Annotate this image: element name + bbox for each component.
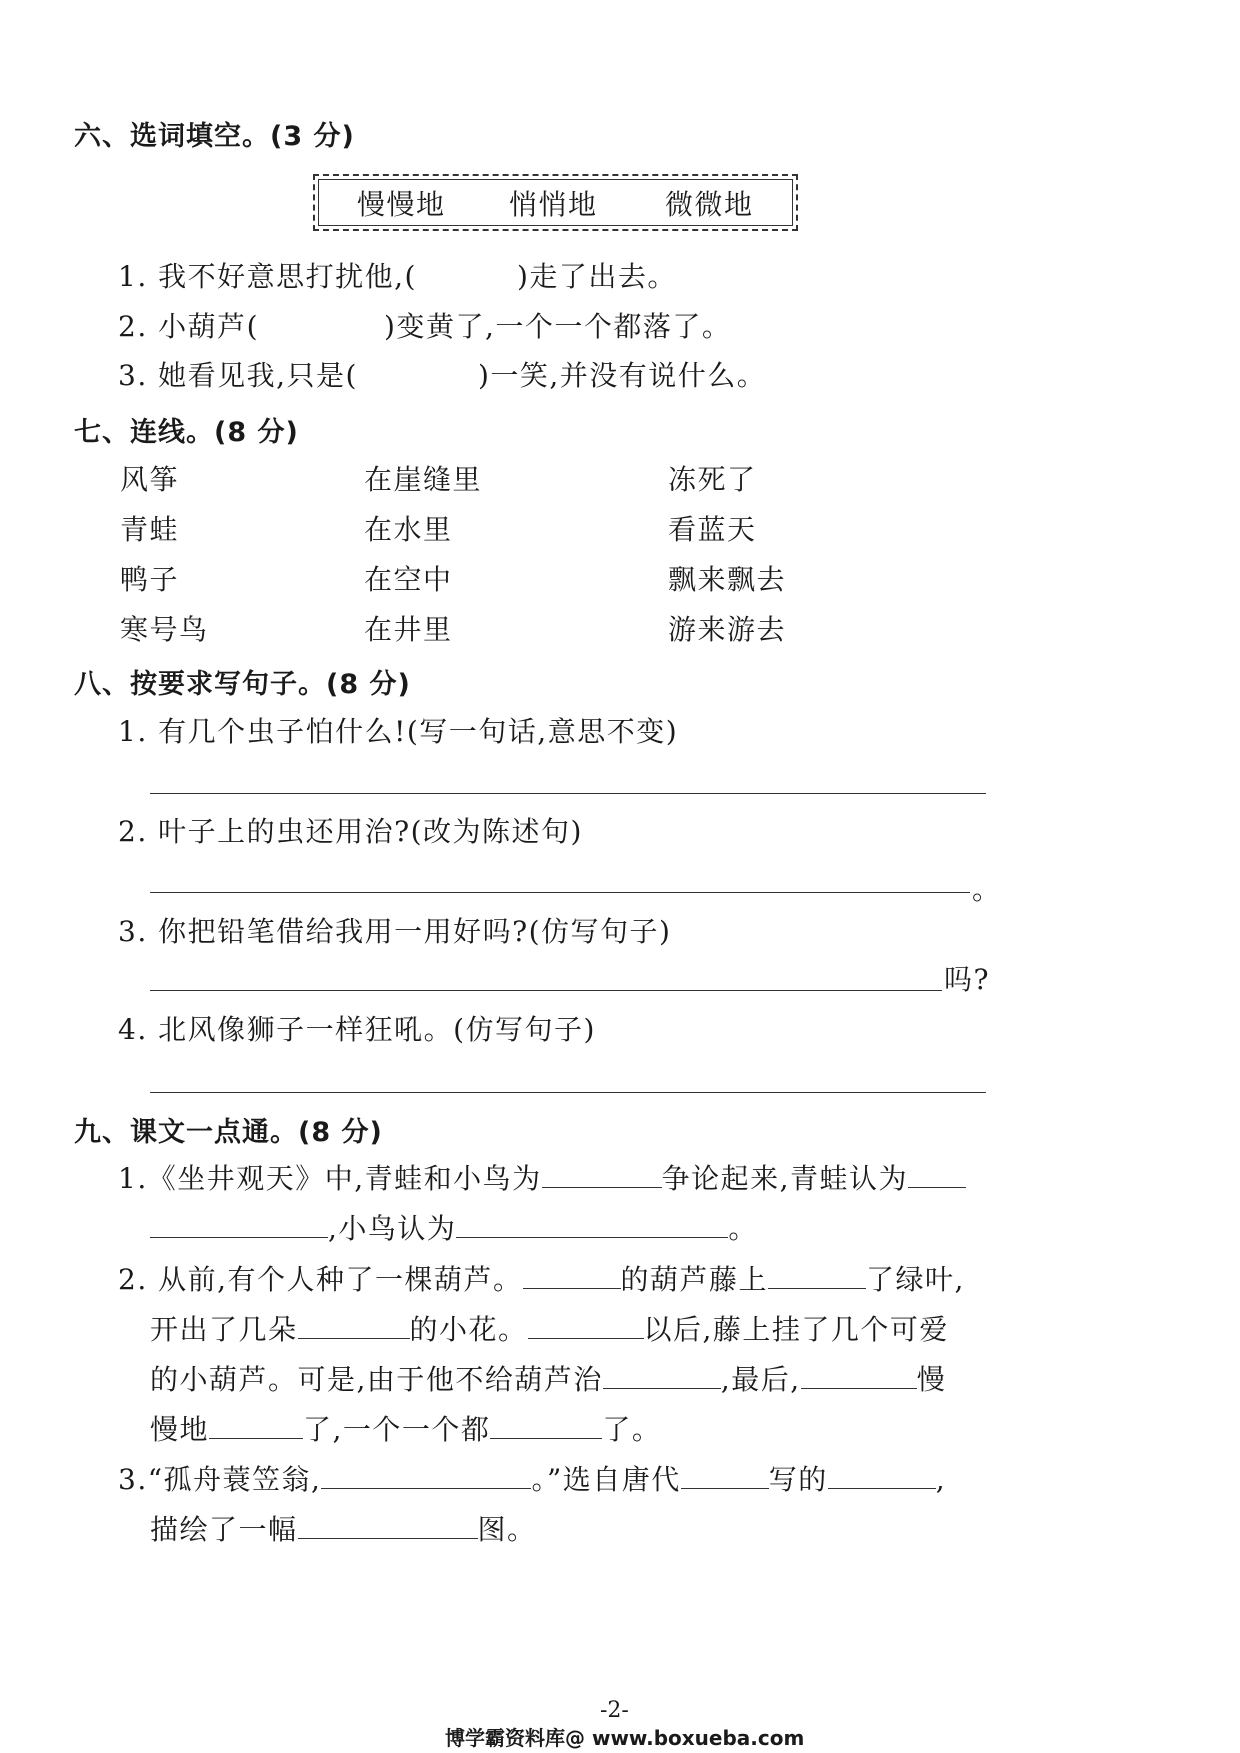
q3-text-f: 图。 — [477, 1513, 537, 1546]
q2-text-f: 以后,藤上挂了几个可爱 — [643, 1313, 949, 1346]
q1-text-c: ,小鸟认为 — [328, 1212, 457, 1245]
q2-text-h: ,最后, — [720, 1363, 801, 1396]
q2-blank-8[interactable] — [490, 1437, 602, 1439]
sentence-task-1: 1. 有几个虫子怕什么!(写一句话,意思不变) — [118, 715, 679, 748]
q2-blank-1[interactable] — [523, 1287, 621, 1289]
match-mid-2[interactable]: 在水里 — [364, 513, 453, 546]
word-option-3: 微微地 — [665, 188, 754, 221]
q1-line-2 — [150, 1207, 758, 1247]
q1-text-a: 1.《坐井观天》中,青蛙和小鸟为 — [118, 1162, 542, 1195]
fill-item-3-before: 3. 她看见我,只是( — [118, 359, 358, 392]
match-right-1[interactable]: 冻死了 — [668, 463, 757, 496]
q3-text-a: 3.“孤舟蓑笠翁, — [118, 1463, 322, 1496]
q2-text-e: 的小花。 — [409, 1313, 528, 1346]
q2-text-d: 开出了几朵 — [150, 1313, 298, 1346]
q3-text-c: 写的 — [768, 1463, 828, 1496]
answer-line-1[interactable] — [150, 793, 986, 794]
word-option-1: 慢慢地 — [357, 188, 446, 221]
q2-text-k: 了,一个一个都 — [303, 1413, 491, 1446]
q1-blank-3[interactable] — [456, 1236, 728, 1238]
q2-text-l: 了。 — [602, 1413, 662, 1446]
fill-item-1 — [118, 255, 677, 295]
match-right-3[interactable]: 飘来飘去 — [668, 563, 787, 596]
q1-blank-2-cont[interactable] — [150, 1236, 328, 1238]
answer-line-2-end: 。 — [972, 873, 1002, 906]
section7-title: 七、连线。(8 分) — [74, 417, 299, 448]
answer-line-4[interactable] — [150, 1092, 986, 1093]
q1-blank-1[interactable] — [542, 1186, 662, 1188]
q1-line-1 — [118, 1157, 966, 1197]
q2-line-1 — [118, 1258, 965, 1298]
q3-text-b: 。”选自唐代 — [531, 1463, 681, 1496]
q3-blank-4[interactable] — [298, 1537, 478, 1539]
q3-blank-1[interactable] — [321, 1487, 531, 1489]
q1-blank-2[interactable] — [908, 1186, 966, 1188]
fill-item-1-before: 1. 我不好意思打扰他,( — [118, 260, 417, 293]
q2-blank-3[interactable] — [298, 1337, 410, 1339]
q2-blank-5[interactable] — [603, 1387, 721, 1389]
match-left-2[interactable]: 青蛙 — [120, 513, 180, 546]
fill-item-3-after: )一笑,并没有说什么。 — [477, 359, 767, 392]
q2-text-c: 了绿叶, — [866, 1263, 965, 1296]
q1-text-b: 争论起来,青蛙认为 — [661, 1162, 909, 1195]
word-option-2: 悄悄地 — [509, 188, 598, 221]
sentence-task-3: 3. 你把铅笔借给我用一用好吗?(仿写句子) — [118, 915, 672, 948]
page-number: -2- — [600, 1698, 629, 1723]
q2-text-b: 的葫芦藤上 — [620, 1263, 769, 1296]
q3-text-e: 描绘了一幅 — [150, 1513, 298, 1546]
fill-item-3 — [118, 354, 766, 394]
section8-title: 八、按要求写句子。(8 分) — [74, 669, 411, 700]
match-left-1[interactable]: 风筝 — [120, 463, 180, 496]
answer-line-2[interactable] — [150, 892, 970, 893]
match-mid-3[interactable]: 在空中 — [364, 563, 453, 596]
q2-blank-7[interactable] — [209, 1437, 303, 1439]
match-right-2[interactable]: 看蓝天 — [668, 513, 757, 546]
match-mid-4[interactable]: 在井里 — [364, 613, 453, 646]
q3-blank-3[interactable] — [828, 1487, 936, 1489]
fill-item-2-before: 2. 小葫芦( — [118, 310, 260, 343]
q2-text-g: 的小葫芦。可是,由于他不给葫芦治 — [150, 1363, 603, 1396]
section6-title: 六、选词填空。(3 分) — [74, 121, 355, 152]
fill-item-2 — [118, 305, 731, 345]
match-right-4[interactable]: 游来游去 — [668, 613, 787, 646]
q2-line-4 — [150, 1408, 661, 1448]
q2-line-2 — [150, 1308, 949, 1348]
q2-text-i: 慢 — [916, 1363, 947, 1396]
q2-text-a: 2. 从前,有个人种了一棵葫芦。 — [118, 1263, 523, 1296]
match-left-4[interactable]: 寒号鸟 — [120, 613, 209, 646]
q3-line-1 — [118, 1458, 946, 1498]
q3-line-2 — [150, 1508, 537, 1548]
q3-text-d: , — [935, 1463, 947, 1496]
fill-item-2-after: )变黄了,一个一个都落了。 — [384, 310, 732, 343]
fill-item-1-after: )走了出去。 — [516, 260, 677, 293]
q2-text-j: 慢地 — [150, 1413, 210, 1446]
q1-text-d: 。 — [728, 1212, 758, 1245]
answer-line-3[interactable] — [150, 990, 942, 991]
q3-blank-2[interactable] — [681, 1487, 769, 1489]
q2-blank-6[interactable] — [801, 1387, 917, 1389]
watermark-site: 博学霸资料库@ www.boxueba.com — [445, 1726, 805, 1750]
section9-title: 九、课文一点通。(8 分) — [74, 1117, 383, 1148]
sentence-task-4: 4. 北风像狮子一样狂吼。(仿写句子) — [118, 1013, 596, 1046]
q2-blank-2[interactable] — [768, 1287, 866, 1289]
sentence-task-2: 2. 叶子上的虫还用治?(改为陈述句) — [118, 815, 583, 848]
q2-line-3 — [150, 1358, 946, 1398]
match-left-3[interactable]: 鸭子 — [120, 563, 180, 596]
answer-line-3-end: 吗? — [944, 963, 991, 996]
match-mid-1[interactable]: 在崖缝里 — [364, 463, 483, 496]
q2-blank-4[interactable] — [528, 1337, 644, 1339]
